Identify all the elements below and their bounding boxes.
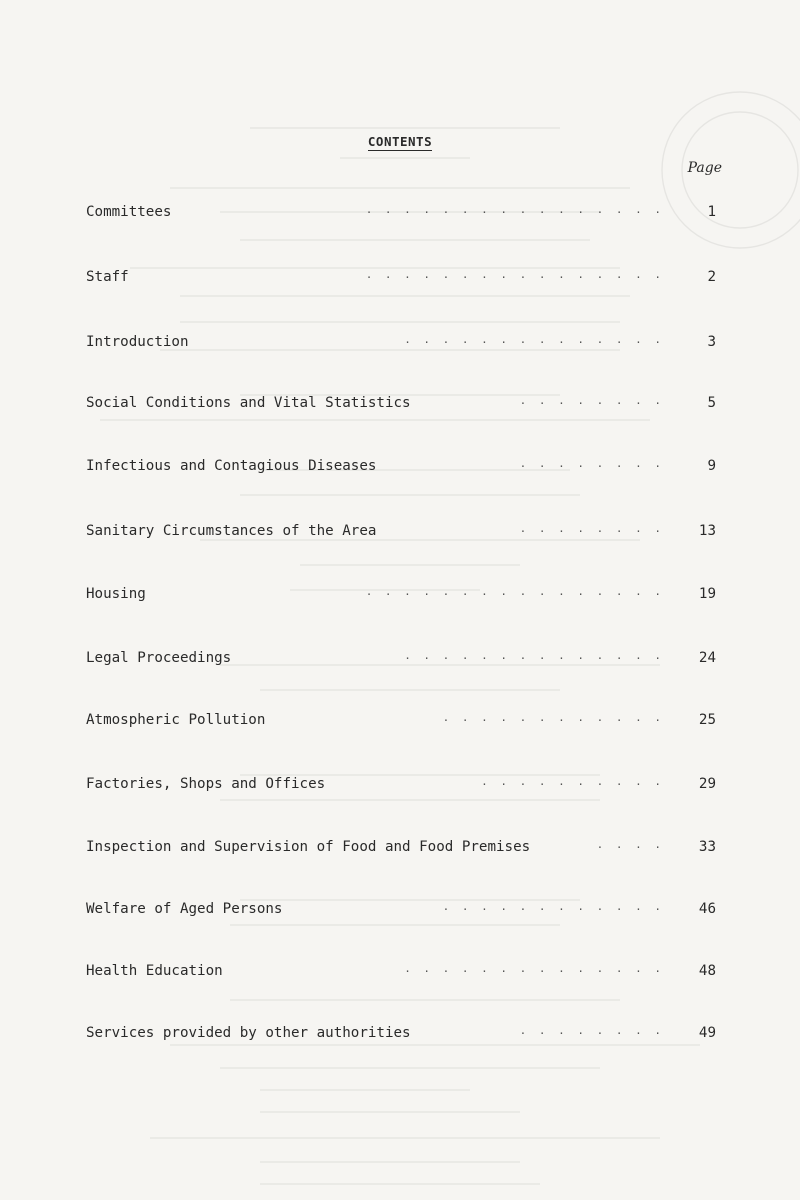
leader-dots: . . . . . . . .: [519, 1024, 664, 1037]
leader-dots: . . . . . . . . . . . . . . . .: [365, 268, 664, 281]
toc-entry-legal-proceedings: [86, 648, 716, 668]
toc-entry-label: Sanitary Circumstances of the Area: [86, 523, 377, 539]
leader-dots: . . . . . . . . . . . .: [442, 711, 664, 724]
toc-entry-health-education: [86, 961, 716, 981]
toc-entry-page: 1: [707, 204, 716, 220]
toc-entry-label: Atmospheric Pollution: [86, 712, 266, 728]
toc-entry-page: 48: [698, 963, 716, 979]
leader-dots: . . . . . . . . . .: [481, 775, 664, 788]
page-column-label: Page: [687, 160, 722, 176]
toc-entry-page: 24: [698, 650, 716, 666]
toc-entry-label: Health Education: [86, 963, 223, 979]
toc-entry-staff: [86, 267, 716, 287]
toc-entry-page: 19: [698, 586, 716, 602]
toc-entry-page: 5: [707, 395, 716, 411]
toc-entry-factories-shops-offices: [86, 774, 716, 794]
toc-entry-welfare-aged-persons: [86, 899, 716, 919]
leader-dots: . . . . . . . .: [519, 457, 664, 470]
toc-entry-page: 9: [707, 458, 716, 474]
toc-entry-page: 13: [698, 523, 716, 539]
toc-entry-page: 46: [698, 901, 716, 917]
toc-entry-atmospheric-pollution: [86, 710, 716, 730]
leader-dots: . . . . . . . .: [519, 522, 664, 535]
leader-dots: . . . . . . . . . . . . . . . .: [365, 203, 664, 216]
toc-entry-other-authorities: [86, 1023, 716, 1043]
toc-entry-page: 25: [698, 712, 716, 728]
leader-dots: . . . . . . . . . . . . . . . .: [365, 585, 664, 598]
toc-entry-page: 2: [707, 269, 716, 285]
toc-entry-committees: [86, 202, 716, 222]
toc-entry-label: Introduction: [86, 334, 189, 350]
toc-entry-page: 49: [698, 1025, 716, 1041]
toc-entry-infectious-diseases: [86, 456, 716, 476]
leader-dots: . . . . . . . . . . . . . .: [404, 333, 664, 346]
toc-entry-label: Housing: [86, 586, 146, 602]
toc-entry-label: Social Conditions and Vital Statistics: [86, 395, 411, 411]
leader-dots: . . . . . . . . . . . . . .: [404, 962, 664, 975]
leader-dots: . . . . . . . . . . . . . .: [404, 649, 664, 662]
toc-entry-page: 33: [698, 839, 716, 855]
leader-dots: . . . . . . . .: [519, 394, 664, 407]
contents-title-text: CONTENTS: [367, 134, 433, 149]
toc-entry-page: 29: [698, 776, 716, 792]
toc-entry-food-premises: [86, 837, 716, 857]
leader-dots: . . . . . . . . . . . .: [442, 900, 664, 913]
toc-entry-label: Committees: [86, 204, 172, 220]
leader-dots: . . . .: [596, 838, 664, 851]
toc-entry-housing: [86, 584, 716, 604]
toc-entry-page: 3: [707, 334, 716, 350]
toc-entry-label: Services provided by other authorities: [86, 1025, 411, 1041]
toc-entry-social-conditions: [86, 393, 716, 413]
toc-entry-label: Staff: [86, 269, 129, 285]
toc-entry-sanitary-circumstances: [86, 521, 716, 541]
toc-entry-label: Legal Proceedings: [86, 650, 232, 666]
toc-entry-introduction: [86, 332, 716, 352]
toc-entry-label: Inspection and Supervision of Food and Food Premises: [86, 839, 531, 855]
toc-entry-label: Welfare of Aged Persons: [86, 901, 283, 917]
toc-entry-label: Infectious and Contagious Diseases: [86, 458, 377, 474]
toc-entry-label: Factories, Shops and Offices: [86, 776, 326, 792]
